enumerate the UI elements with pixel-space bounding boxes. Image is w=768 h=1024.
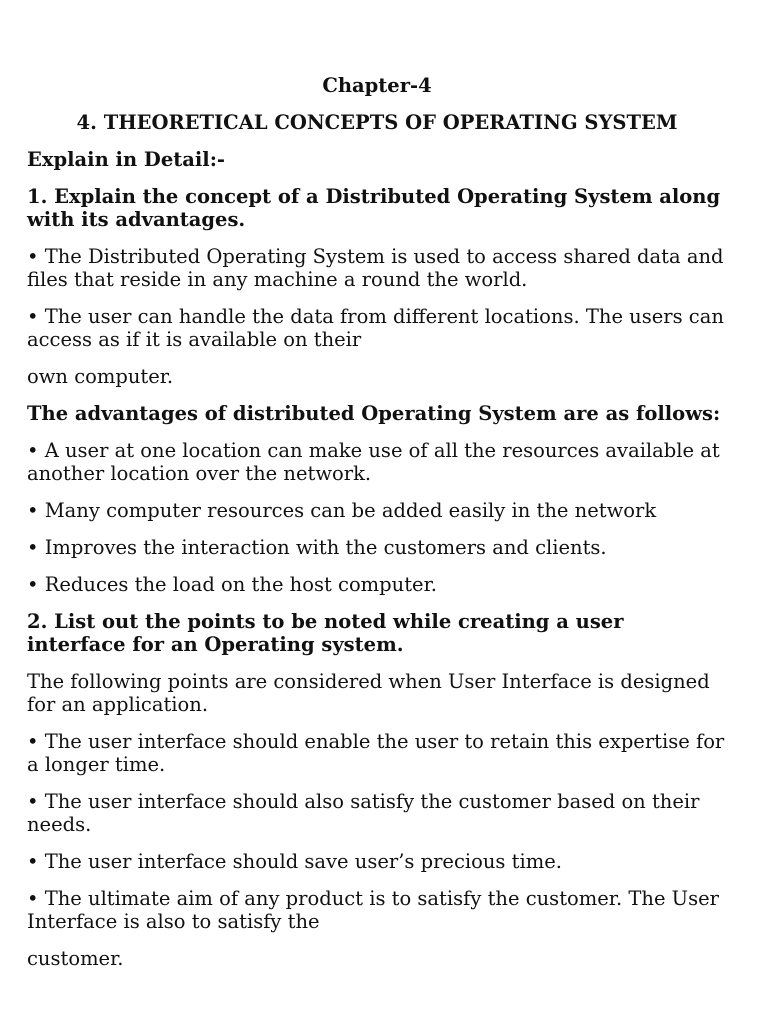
chapter-heading: Chapter-4 [322,74,432,97]
q2-point-4-continuation: customer. [27,947,124,970]
advantage-item-2: • Many computer resources can be added easily in the network [27,499,657,522]
advantages-heading: The advantages of distributed Operating System are as follows: [27,402,721,425]
q1-bullet-2: • The user can handle the data from different locations. The users can access as if it is available on their [27,305,724,351]
advantage-item-3: • Improves the interaction with the customers and clients. [27,536,607,559]
question-2: 2. List out the points to be noted while creating a user interface for an Operating system. [27,610,624,656]
chapter-title: 4. THEORETICAL CONCEPTS OF OPERATING SYSTEM [76,111,678,134]
advantage-item-4: • Reduces the load on the host computer. [27,573,437,596]
document-page [27,74,727,984]
q2-point-2: • The user interface should also satisfy the customer based on their needs. [27,790,700,836]
q1-bullet-2-continuation: own computer. [27,365,174,388]
question-1: 1. Explain the concept of a Distributed Operating System along with its advantages. [27,185,721,231]
q2-point-1: • The user interface should enable the user to retain this expertise for a longer time. [27,730,725,776]
q1-bullet-1: • The Distributed Operating System is used to access shared data and files that reside in any machine a round the world. [27,245,724,291]
q2-intro: The following points are considered when User Interface is designed for an application. [27,670,710,716]
q2-point-3: • The user interface should save user’s precious time. [27,850,562,873]
section-label: Explain in Detail:- [27,148,225,171]
advantage-item-1: • A user at one location can make use of all the resources available at another location over the network. [27,439,720,485]
q2-point-4: • The ultimate aim of any product is to satisfy the customer. The User Interface is also to satisfy the [27,887,719,933]
